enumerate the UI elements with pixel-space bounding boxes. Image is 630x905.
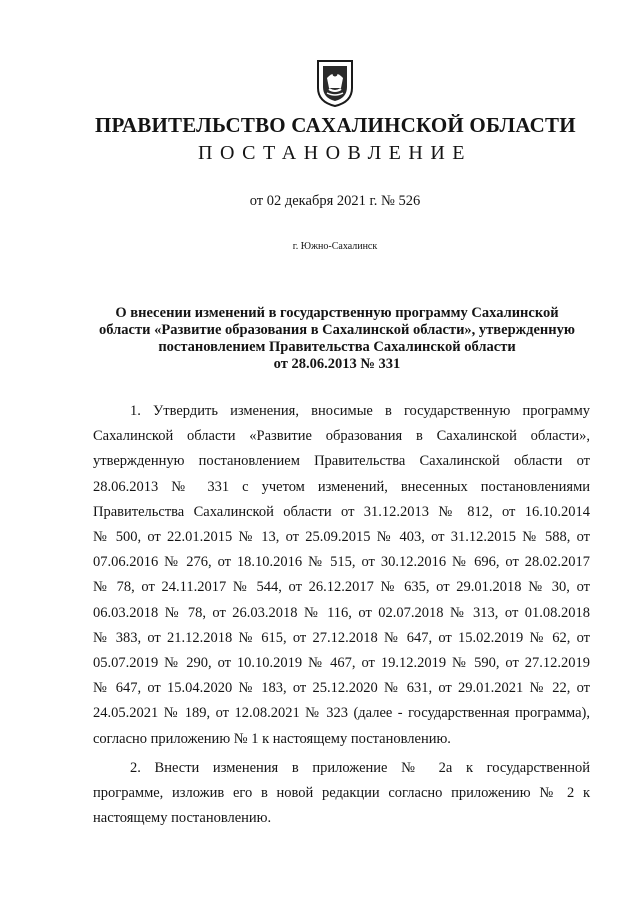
paragraph-1-line: Сахалинской области «Развитие образования в Сахалинской области», xyxy=(93,428,590,445)
paragraph-1-line: согласно приложению № 1 к настоящему постановлению. xyxy=(93,730,451,747)
subject-line: области «Развитие образования в Сахалинской области», утвержденную xyxy=(99,322,575,338)
paragraph-2-line: настоящему постановлению. xyxy=(93,810,272,827)
document-type: ПОСТАНОВЛЕНИЕ xyxy=(198,142,472,164)
document-city: г. Южно-Сахалинск xyxy=(292,241,378,252)
subject-line: постановлением Правительства Сахалинской области xyxy=(158,339,516,355)
document-date-number: от 02 декабря 2021 г. № 526 xyxy=(249,193,421,209)
paragraph-1-line: № 647, от 15.04.2020 № 183, от 25.12.2020 № 631, от 29.01.2021 № 22, от xyxy=(93,680,590,697)
subject-line: от 28.06.2013 № 331 xyxy=(273,356,401,372)
paragraph-1-line: № 500, от 22.01.2015 № 13, от 25.09.2015 № 403, от 31.12.2015 № 588, от xyxy=(93,529,590,546)
document-subject xyxy=(92,305,582,373)
paragraph-1-line: 1. Утвердить изменения, вносимые в государственную программу xyxy=(130,403,590,419)
paragraph-1-line: утвержденную постановлением Правительства Сахалинской области от xyxy=(93,453,590,470)
paragraph-2-line: 2. Внести изменения в приложение № 2а к государственной xyxy=(130,759,590,776)
paragraph-1-line: 05.07.2019 № 290, от 10.10.2019 № 467, от 19.12.2019 № 590, от 27.12.2019 xyxy=(93,655,590,672)
subject-line: О внесении изменений в государственную программу Сахалинской xyxy=(115,305,559,321)
paragraph-1-line: 28.06.2013 № 331 с учетом изменений, внесенных постановлениями xyxy=(93,478,590,495)
paragraph-2-line: программе, изложив его в новой редакции согласно приложению № 2 к xyxy=(93,785,590,802)
paragraph-1-line: № 78, от 24.11.2017 № 544, от 26.12.2017 № 635, от 29.01.2018 № 30, от xyxy=(93,579,590,596)
paragraph-1-line: 07.06.2016 № 276, от 18.10.2016 № 515, от 30.12.2016 № 696, от 28.02.2017 xyxy=(93,554,590,571)
paragraph-1-line: 24.05.2021 № 189, от 12.08.2021 № 323 (далее - государственная программа), xyxy=(93,705,590,722)
paragraph-1-line: Правительства Сахалинской области от 31.12.2013 № 812, от 16.10.2014 xyxy=(93,503,590,520)
organization-title: ПРАВИТЕЛЬСТВО САХАЛИНСКОЙ ОБЛАСТИ xyxy=(95,113,576,137)
document-body xyxy=(93,399,590,831)
coat-of-arms-icon xyxy=(315,58,355,108)
paragraph-1-line: 06.03.2018 № 78, от 26.03.2018 № 116, от 02.07.2018 № 313, от 01.08.2018 xyxy=(93,604,590,621)
paragraph-1-line: № 383, от 21.12.2018 № 615, от 27.12.2018 № 647, от 15.02.2019 № 62, от xyxy=(93,629,590,646)
